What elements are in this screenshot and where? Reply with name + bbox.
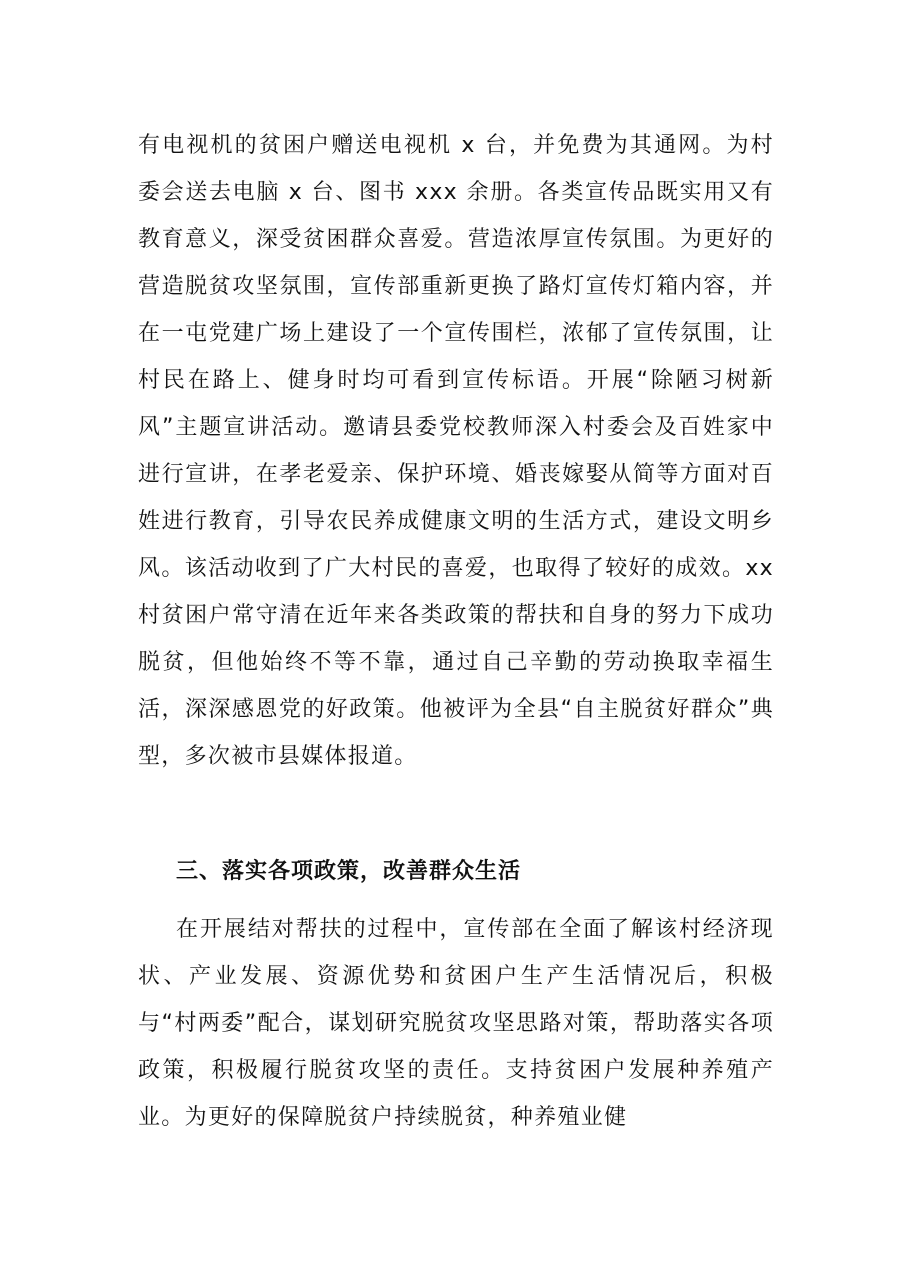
body-paragraph-assistance: 在开展结对帮扶的过程中，宣传部在全面了解该村经济现状、产业发展、资源优势和贫困户生产生活情况后，积极与“村两委”配合，谋划研究脱贫攻坚思路对策，帮助落实各项政策，积极履行脱贫攻坚的责任。支持贫困户发展种养殖产业。为更好的保障脱贫户持续脱贫，种养殖业健 bbox=[138, 917, 774, 1130]
section-heading-policies: 三、落实各项政策，改善群众生活 bbox=[176, 859, 522, 884]
body-paragraph-poverty-publicity: 有电视机的贫困户赠送电视机 x 台，并免费为其通网。为村委会送去电脑 x 台、图书 xxx 余册。各类宣传品既实用又有教育意义，深受贫困群众喜爱。营造浓厚宣传氛围。为更好的营造脱贫攻坚氛围，宣传部重新更换了路灯宣传灯箱内容，并在一屯党建广场上建设了一个宣传围栏，浓郁了宣传氛围，让村民在路上、健身时均可看到宣传标语。开展“除陋习树新风”主题宣讲活动。邀请县委党校教师深入村委会及百姓家中进行宣讲，在孝老爱亲、保护环境、婚丧嫁娶从简等方面对百姓进行教育，引导农民养成健康文明的生活方式，建设文明乡风。该活动收到了广大村民的喜爱，也取得了较好的成效。xx 村贫困户常守清在近年来各类政策的帮扶和自身的努力下成功脱贫，但他始终不等不靠，通过自己辛勤的劳动换取幸福生活，深深感恩党的好政策。他被评为全县“自主脱贫好群众”典型，多次被市县媒体报道。 bbox=[138, 133, 774, 769]
